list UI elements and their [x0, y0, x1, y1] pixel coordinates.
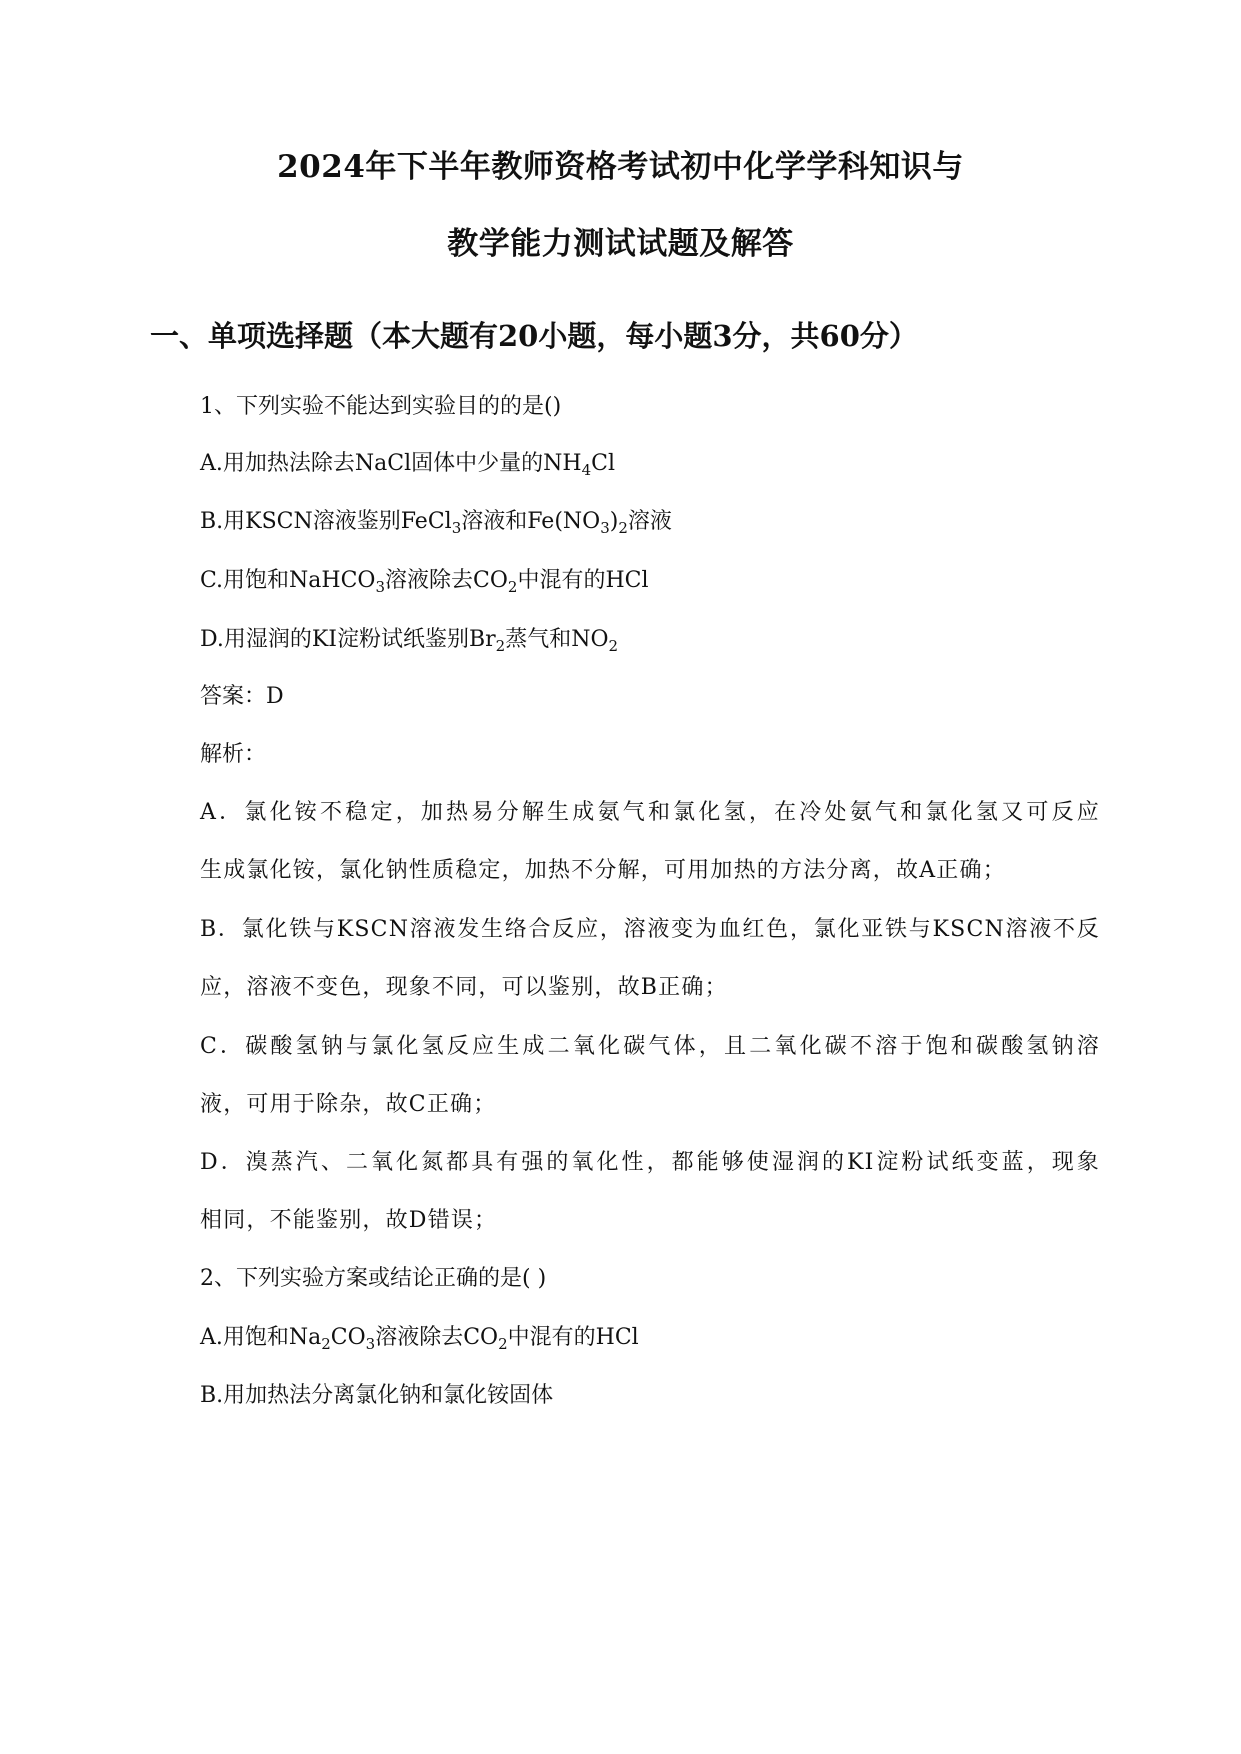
- analysis-line: D．溴蒸汽、二氧化氮都具有强的氧化性，都能够使湿润的KI淀粉试纸变蓝，现象: [200, 1150, 1100, 1175]
- subscript: 2: [321, 1335, 331, 1353]
- option-b-mid2: ): [609, 509, 619, 534]
- question-1-option-d: [200, 625, 618, 655]
- section-heading: 一、单项选择题（本大题有20小题，每小题3分，共60分）: [150, 319, 918, 353]
- option-c-tail: 中混有的HCl: [517, 568, 649, 593]
- subscript: 2: [618, 519, 628, 537]
- analysis-line: A．氯化铵不稳定，加热易分解生成氨气和氯化氢，在冷处氨气和氯化氢又可反应: [200, 800, 1100, 825]
- option-a-mid: CO: [330, 1325, 366, 1350]
- option-a-tail: Cl: [591, 451, 615, 476]
- option-c-text: C.用饱和NaHCO: [200, 568, 376, 593]
- question-1-option-b: [200, 507, 672, 537]
- subscript: 4: [581, 461, 592, 479]
- option-a-mid2: 溶液除去CO: [375, 1325, 499, 1350]
- question-1-analysis-label: 解析：: [200, 742, 267, 767]
- option-d-mid: 蒸气和NO: [505, 627, 609, 652]
- option-c-mid: 溶液除去CO: [385, 568, 508, 593]
- analysis-line: 应，溶液不变色，现象不同，可以鉴别，故B正确；: [200, 975, 728, 1000]
- document-title-line-1: 2024年下半年教师资格考试初中化学学科知识与: [277, 149, 964, 185]
- option-b-text: B.用KSCN溶液鉴别FeCl: [200, 509, 452, 534]
- option-a-text: A.用饱和Na: [200, 1325, 322, 1350]
- question-2-option-a: [200, 1323, 639, 1353]
- subscript: 2: [507, 578, 518, 596]
- question-1-option-a: [200, 449, 615, 479]
- question-2-option-b: B.用加热法分离氯化钠和氯化铵固体: [200, 1383, 554, 1408]
- document-title-line-2: 教学能力测试试题及解答: [447, 226, 794, 262]
- analysis-line: 液，可用于除杂，故C正确；: [200, 1092, 497, 1117]
- subscript: 3: [375, 578, 386, 596]
- option-a-tail: 中混有的HCl: [507, 1325, 639, 1350]
- analysis-line: 相同，不能鉴别，故D错误；: [200, 1208, 498, 1233]
- question-1-answer: 答案：D: [200, 684, 284, 709]
- subscript: 3: [451, 519, 462, 537]
- analysis-line: 生成氯化铵，氯化钠性质稳定，加热不分解，可用加热的方法分离，故A正确；: [200, 858, 1006, 883]
- analysis-line: C．碳酸氢钠与氯化氢反应生成二氧化碳气体，且二氧化碳不溶于饱和碳酸氢钠溶: [200, 1034, 1100, 1059]
- option-d-text: D.用湿润的KI淀粉试纸鉴别Br: [200, 627, 496, 652]
- option-b-mid: 溶液和Fe(NO: [461, 509, 601, 534]
- subscript: 2: [495, 637, 506, 655]
- question-2-stem: 2、下列实验方案或结论正确的是( ): [200, 1266, 547, 1291]
- option-b-tail: 溶液: [627, 509, 672, 534]
- question-1-stem: 1、下列实验不能达到实验目的的是(): [200, 394, 562, 419]
- option-a-text: A.用加热法除去NaCl固体中少量的NH: [200, 451, 582, 476]
- question-1-option-c: [200, 566, 649, 596]
- subscript: 2: [608, 637, 619, 655]
- analysis-line: B．氯化铁与KSCN溶液发生络合反应，溶液变为血红色，氯化亚铁与KSCN溶液不反: [200, 917, 1100, 942]
- subscript: 3: [365, 1335, 376, 1353]
- subscript: 3: [600, 519, 610, 537]
- subscript: 2: [498, 1335, 508, 1353]
